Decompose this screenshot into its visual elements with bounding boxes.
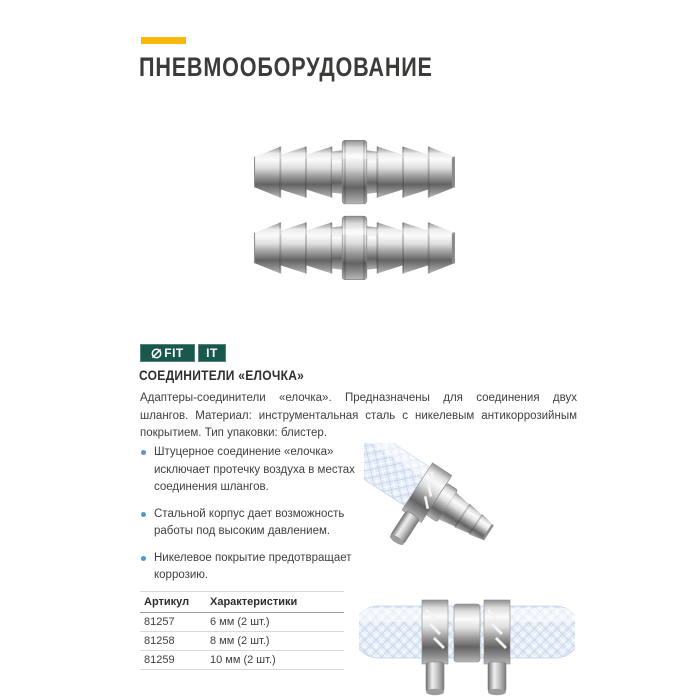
sku-cell: 81257 (140, 613, 206, 632)
product-description: Адаптеры-соединители «елочка». Предназначены для соединения двух шлангов. Материал: инструментальная сталь с никелевым антикоррозийным покрытием. Тип упаковки: блистер. (140, 392, 577, 439)
dot-icon (141, 556, 146, 561)
page-title: ПНЕВМООБОРУДОВАНИЕ (139, 52, 433, 82)
table-header-row (140, 592, 344, 613)
circle-slash-icon (151, 348, 162, 359)
it-logo (198, 344, 226, 362)
feature-item (140, 444, 374, 497)
fit-logo (140, 344, 195, 362)
spec-cell: 8 мм (2 шт.) (206, 632, 344, 651)
spec-cell: 10 мм (2 шт.) (206, 651, 344, 670)
fit-logo-label: FIT (164, 346, 184, 360)
accent-bar (141, 37, 186, 44)
table-row (140, 613, 344, 632)
brand-logos (140, 344, 226, 362)
sku-cell: 81258 (140, 632, 206, 651)
column-header-sku: Артикул (140, 592, 206, 613)
column-header-spec: Характеристики (206, 592, 344, 613)
table-row (140, 651, 344, 670)
dot-icon (141, 450, 146, 455)
photo-hoses-joined-with-clamps (359, 572, 575, 698)
product-photo-connectors (252, 135, 457, 283)
feature-text: Штуцерное соединение «елочка» исключает протечку воздуха в местах соединения шлангов. (154, 446, 355, 493)
feature-item (140, 506, 374, 541)
it-logo-label: IT (206, 346, 218, 360)
feature-text: Никелевое покрытие предотвращает коррозию. (154, 551, 352, 581)
table-row (140, 632, 344, 651)
feature-list (140, 444, 374, 594)
spec-cell: 6 мм (2 шт.) (206, 613, 344, 632)
photo-connector-clamped-in-hose (364, 443, 570, 565)
articles-table (140, 591, 344, 670)
dot-icon (141, 512, 146, 517)
feature-text: Стальной корпус дает возможность работы под высоким давлением. (154, 507, 345, 537)
section-title: СОЕДИНИТЕЛИ «ЕЛОЧКА» (139, 367, 305, 383)
feature-item (140, 550, 374, 585)
sku-cell: 81259 (140, 651, 206, 670)
